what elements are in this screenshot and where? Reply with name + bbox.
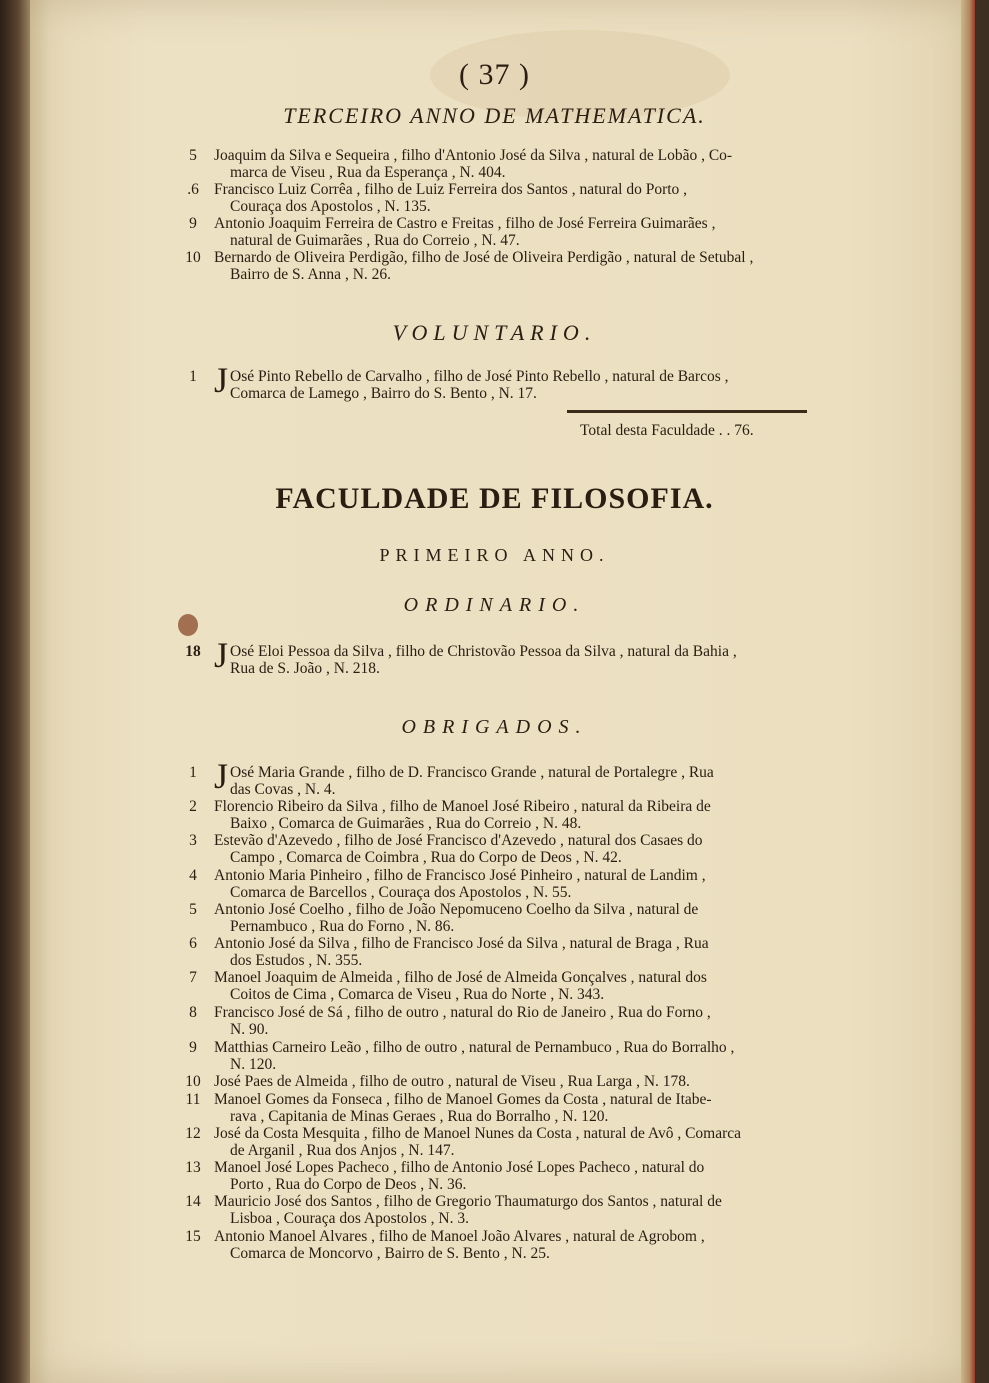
year-heading: PRIMEIRO ANNO. [379, 545, 610, 565]
book-gutter [0, 0, 30, 1383]
entry-line: José Paes de Almeida , filho de outro , natural de Viseu , Rua Larga , N. 178. [214, 1073, 690, 1090]
list-item [180, 1125, 820, 1159]
entry-number: 3 [189, 832, 197, 849]
entry-number: 8 [189, 1004, 197, 1021]
section-heading-terceiro: TERCEIRO ANNO DE MATHEMATICA. [283, 103, 706, 128]
entry-number: 13 [185, 1159, 201, 1176]
entry-line: Manoel Gomes da Fonseca , filho de Manoel Gomes da Costa , natural de Itabe- [214, 1091, 712, 1108]
entry-line: Florencio Ribeiro da Silva , filho de Manoel José Ribeiro , natural da Ribeira de [214, 798, 711, 815]
drop-initial: J [214, 635, 229, 675]
page-number: ( 37 ) [459, 58, 530, 91]
entry-number: 10 [185, 1073, 201, 1090]
drop-initial: J [214, 756, 229, 796]
entry-number: 12 [185, 1125, 201, 1142]
entry-line: Pernambuco , Rua do Forno , N. 86. [230, 918, 455, 935]
entry-line: Lisboa , Couraça dos Apostolos , N. 3. [230, 1210, 469, 1227]
entry-line: Couraça dos Apostolos , N. 135. [230, 198, 431, 215]
entry-line: Antonio Joaquim Ferreira de Castro e Freitas , filho de José Ferreira Guimarães , [214, 215, 716, 232]
list-item [180, 360, 820, 402]
drop-initial: J [214, 360, 229, 400]
list-item [180, 147, 820, 181]
entry-line: Antonio Maria Pinheiro , filho de Francisco José Pinheiro , natural de Landim , [214, 867, 706, 884]
entry-line: Osé Maria Grande , filho de D. Francisco Grande , natural de Portalegre , Rua [230, 764, 714, 781]
entry-line: Bernardo de Oliveira Perdigão, filho de José de Oliveira Perdigão , natural de Setubal , [214, 249, 754, 266]
entry-number: 1 [189, 368, 197, 385]
entry-line: Estevão d'Azevedo , filho de José Francisco d'Azevedo , natural dos Casaes do [214, 832, 703, 849]
list-item [180, 1159, 820, 1193]
list-item [180, 867, 820, 901]
entry-number: 2 [189, 798, 197, 815]
list-item [180, 249, 820, 283]
entry-line: Rua de S. João , N. 218. [230, 660, 380, 677]
entry-line: Osé Eloi Pessoa da Silva , filho de Christovão Pessoa da Silva , natural da Bahia , [230, 643, 737, 660]
section-heading-voluntario: VOLUNTARIO. [392, 320, 597, 345]
entry-line: Osé Pinto Rebello de Carvalho , filho de José Pinto Rebello , natural de Barcos , [230, 368, 729, 385]
entry-line: Baixo , Comarca de Guimarães , Rua do Correio , N. 48. [230, 815, 582, 832]
entry-line: Comarca de Lamego , Bairro do S. Bento , N. 17. [230, 385, 537, 402]
list-item [180, 635, 820, 677]
entry-line: Mauricio José dos Santos , filho de Gregorio Thaumaturgo dos Santos , natural de [214, 1193, 722, 1210]
entry-line: Campo , Comarca de Coimbra , Rua do Corpo de Deos , N. 42. [230, 849, 622, 866]
entry-number: 6 [189, 935, 197, 952]
entry-line: Matthias Carneiro Leão , filho de outro , natural de Pernambuco , Rua do Borralho , [214, 1039, 735, 1056]
entry-line: Manoel Joaquim de Almeida , filho de José de Almeida Gonçalves , natural dos [214, 969, 707, 986]
list-item [180, 215, 820, 249]
entry-line: Antonio José da Silva , filho de Francisco José da Silva , natural de Braga , Rua [214, 935, 709, 952]
list-item [180, 756, 820, 798]
entry-line: José da Costa Mesquita , filho de Manoel Nunes da Costa , natural de Avô , Comarca [214, 1125, 742, 1142]
list-item [180, 1073, 820, 1090]
entry-number: .6 [187, 181, 199, 198]
entry-number: 9 [189, 215, 197, 232]
divider [567, 410, 807, 413]
entry-number: 4 [189, 867, 197, 884]
entry-number: 11 [185, 1091, 201, 1108]
entry-line: marca de Viseu , Rua da Esperança , N. 404. [230, 164, 506, 181]
page-edge [961, 0, 975, 1383]
entry-line: Coitos de Cima , Comarca de Viseu , Rua do Norte , N. 343. [230, 986, 605, 1003]
section-heading-obrigados: OBRIGADOS. [401, 716, 588, 738]
entry-line: de Arganil , Rua dos Anjos , N. 147. [230, 1142, 455, 1159]
list-item [180, 935, 820, 969]
entry-line: rava , Capitania de Minas Geraes , Rua do Borralho , N. 120. [230, 1108, 609, 1125]
entry-line: Antonio José Coelho , filho de João Nepomuceno Coelho da Silva , natural de [214, 901, 699, 918]
faculty-total: Total desta Faculdade . . 76. [580, 422, 754, 439]
ink-stain [178, 614, 198, 636]
entry-line: dos Estudos , N. 355. [230, 952, 363, 969]
entry-line: natural de Guimarães , Rua do Correio , N. 47. [230, 232, 520, 249]
entry-line: Francisco Luiz Corrêa , filho de Luiz Ferreira dos Santos , natural do Porto , [214, 181, 688, 198]
entry-line: Comarca de Barcellos , Couraça dos Apostolos , N. 55. [230, 884, 572, 901]
entry-line: Bairro de S. Anna , N. 26. [230, 266, 392, 283]
list-item [180, 832, 820, 866]
list-item [180, 1004, 820, 1038]
list-item [180, 969, 820, 1003]
section-heading-ordinario: ORDINARIO. [403, 594, 586, 616]
entry-number: 18 [185, 643, 201, 660]
entry-number: 14 [185, 1193, 201, 1210]
entry-number: 5 [189, 147, 197, 164]
entry-line: Porto , Rua do Corpo de Deos , N. 36. [230, 1176, 467, 1193]
entry-line: N. 90. [230, 1021, 269, 1038]
list-item [180, 798, 820, 832]
list-item [180, 901, 820, 935]
entry-line: N. 120. [230, 1056, 277, 1073]
list-item [180, 1228, 820, 1262]
entry-number: 7 [189, 969, 197, 986]
entry-line: das Covas , N. 4. [230, 781, 336, 798]
entry-line: Francisco José de Sá , filho de outro , natural do Rio de Janeiro , Rua do Forno , [214, 1004, 711, 1021]
entry-line: Joaquim da Silva e Sequeira , filho d'Antonio José da Silva , natural de Lobão , Co- [214, 147, 733, 164]
list-item [180, 1193, 820, 1227]
entry-number: 15 [185, 1228, 201, 1245]
entry-number: 10 [185, 249, 201, 266]
list-item [180, 181, 820, 215]
entry-number: 9 [189, 1039, 197, 1056]
list-item [180, 1039, 820, 1073]
list-item [180, 1091, 820, 1125]
entry-number: 1 [189, 764, 197, 781]
entry-number: 5 [189, 901, 197, 918]
entry-line: Antonio Manoel Alvares , filho de Manoel João Alvares , natural de Agrobom , [214, 1228, 705, 1245]
entry-line: Manoel José Lopes Pacheco , filho de Antonio José Lopes Pacheco , natural do [214, 1159, 705, 1176]
entry-line: Comarca de Moncorvo , Bairro de S. Bento , N. 25. [230, 1245, 550, 1262]
page-title: FACULDADE DE FILOSOFIA. [275, 482, 714, 515]
